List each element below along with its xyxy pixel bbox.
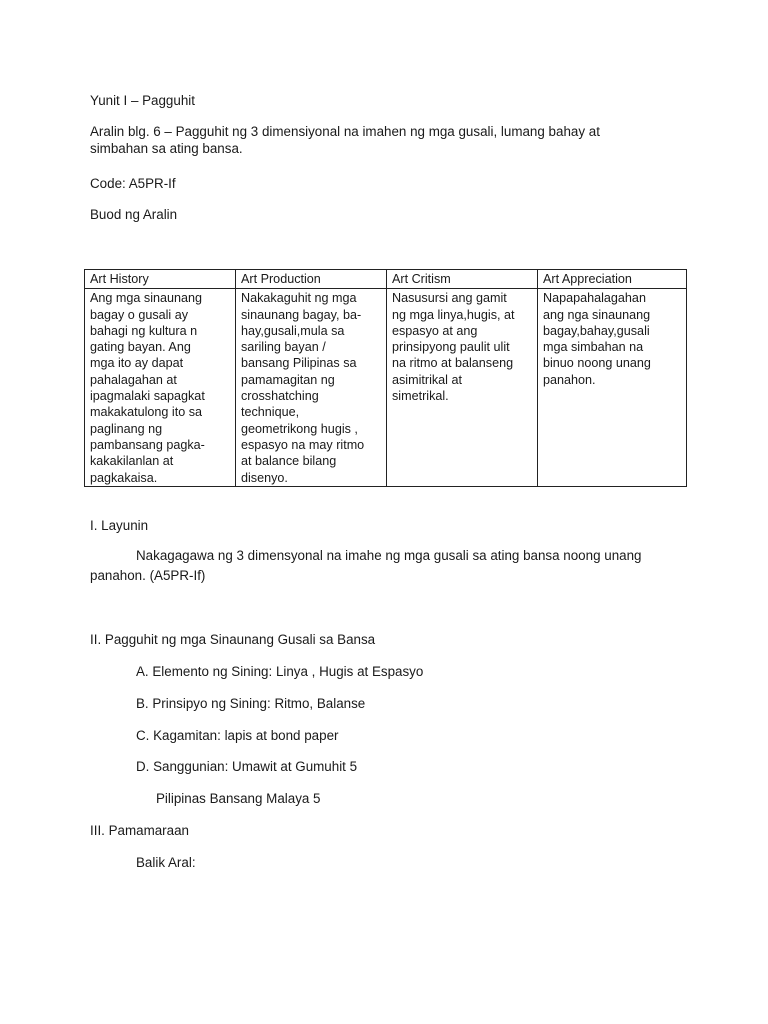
cell-line: kakakilanlan at [90,454,174,469]
section-pagguhit-title: II. Pagguhit ng mga Sinaunang Gusali sa Bansa [90,632,376,647]
section-layunin-title: I. Layunin [90,518,149,533]
header-art-appreciation: Art Appreciation [538,270,687,289]
cell-art-history [85,289,236,487]
cell-line: Nasusursi ang gamit [392,291,507,306]
cell-line: bagay,bahay,gusali [543,323,650,338]
list-item-kagamitan: C. Kagamitan: lapis at bond paper [136,728,339,743]
cell-line: panahon. [543,372,596,387]
layunin-text: Nakagagawa ng 3 dimensyonal na imahe ng mga gusali sa ating bansa noong unang panahon. (A5PR-If) [90,548,642,583]
header-art-critism: Art Critism [387,270,538,289]
list-item-elemento: A. Elemento ng Sining: Linya , Hugis at Espasyo [136,664,424,679]
unit-title: Yunit I – Pagguhit [90,93,195,108]
cell-line: sariling bayan / [241,340,326,355]
cell-line: pamamagitan ng [241,372,335,387]
cell-line: makakatulong ito sa [90,405,203,420]
cell-line: ipagmalaki sapagkat [90,389,205,404]
cell-line: asimitrikal at [392,372,462,387]
cell-line: simetrikal. [392,389,449,404]
table-row [85,289,687,487]
cell-line: mga simbahan na [543,340,644,355]
cell-line: technique, [241,405,300,420]
cell-line: ang nga sinaunang [543,307,651,322]
cell-line: pagkakaisa. [90,470,158,485]
cell-art-production [236,289,387,487]
balik-aral-label: Balik Aral: [136,855,196,870]
art-table [84,269,687,487]
cell-line: pambansang pagka- [90,437,205,452]
list-item-sanggunian: D. Sanggunian: Umawit at Gumuhit 5 [136,759,358,774]
cell-line: paglinang ng [90,421,163,436]
cell-line: gating bayan. Ang [90,340,191,355]
cell-line: ng mga linya,hugis, at [392,307,515,322]
lesson-code: Code: A5PR-If [90,176,176,191]
cell-line: bagay o gusali ay [90,307,189,322]
cell-line: crosshatching [241,389,319,404]
cell-art-appreciation [538,289,687,487]
header-art-production: Art Production [236,270,387,289]
cell-line: pahalagahan at [90,372,177,387]
cell-line: bahagi ng kultura n [90,323,198,338]
cell-line: geometrikong hugis , [241,421,358,436]
cell-line: hay,gusali,mula sa [241,323,345,338]
cell-line: bansang Pilipinas sa [241,356,357,371]
summary-heading: Buod ng Aralin [90,207,178,222]
cell-line: na ritmo at balanseng [392,356,514,371]
cell-line: prinsipyong paulit ulit [392,340,510,355]
cell-line: espasyo at ang [392,323,478,338]
cell-line: sinaunang bagay, ba- [241,307,362,322]
cell-line: at balance bilang [241,454,337,469]
cell-line: Napapahalagahan [543,291,646,306]
table-header-row [85,270,687,289]
cell-line: Nakakaguhit ng mga [241,291,357,306]
section-pamamaraan-title: III. Pamamaraan [90,823,189,838]
cell-line: disenyo. [241,470,288,485]
lesson-title: Aralin blg. 6 – Pagguhit ng 3 dimensiyonal na imahen ng mga gusali, lumang bahay at simbahan sa ating bansa. [90,124,600,156]
cell-line: espasyo na may ritmo [241,437,365,452]
list-item-sanggunian-cont: Pilipinas Bansang Malaya 5 [156,791,321,806]
cell-line: mga ito ay dapat [90,356,184,371]
cell-art-critism [387,289,538,487]
cell-line: binuo noong unang [543,356,651,371]
header-art-history: Art History [85,270,236,289]
cell-line: Ang mga sinaunang [90,291,203,306]
list-item-prinsipyo: B. Prinsipyo ng Sining: Ritmo, Balanse [136,696,366,711]
